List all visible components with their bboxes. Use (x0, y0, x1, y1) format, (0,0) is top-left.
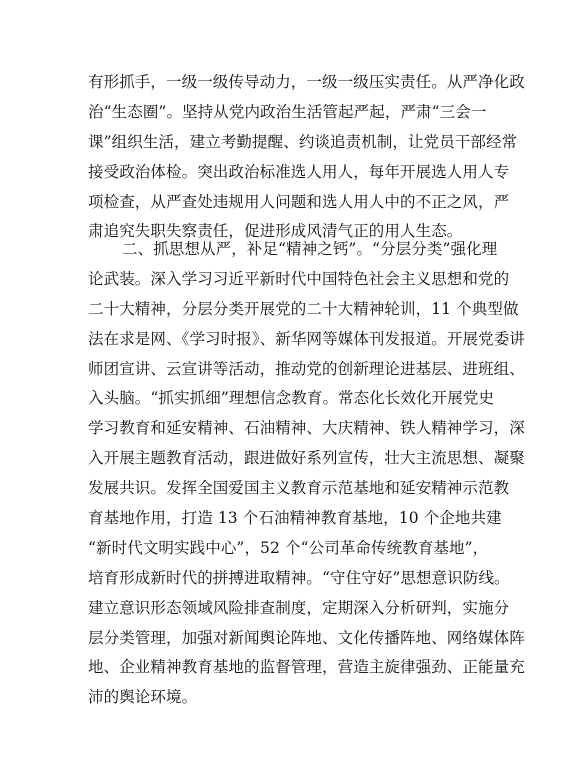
paragraph-1-line: 肃追究失职失察责任，促进形成风清气正的用人生态。 (88, 222, 463, 241)
paragraph-1-line: 项检查，从严查处违规用人问题和选人用人中的不正之风，严 (88, 192, 510, 211)
paragraph-2-line: 培育形成新时代的拼搏进取精神。“守住守好”思想意识防线。 (88, 568, 510, 587)
paragraph-2-line: 师团宣讲、云宣讲等活动，推动党的创新理论进基层、进班组、 (88, 359, 525, 378)
paragraph-1-line: 治“生态圈”。坚持从党内政治生活管起严起，严肃“三会一 (88, 102, 487, 121)
paragraph-1-line: 接受政治体检。突出政治标准选人用人，每年开展选人用人专 (88, 162, 510, 181)
paragraph-2-line: 入头脑。“抓实抓细”理想信念教育。常态化长效化开展党史 (88, 389, 495, 408)
paragraph-2-line: 层分类管理，加强对新闻舆论阵地、文化传播阵地、网络媒体阵 (88, 628, 525, 647)
paragraph-1-line: 有形抓手，一级一级传导动力，一级一级压实责任。从严净化政 (88, 73, 525, 91)
paragraph-2 (88, 235, 525, 713)
paragraph-1-line: 课”组织生活，建立考勤提醒、约谈追责机制，让党员干部经常 (88, 132, 518, 151)
paragraph-2-line: 二、抓思想从严，补足“精神之钙”。“分层分类”强化理 (122, 240, 498, 258)
paragraph-2-line: 沛的舆论环境。 (88, 688, 198, 707)
paragraph-2-line: 学习教育和延安精神、石油精神、大庆精神、铁人精神学习，深 (88, 419, 525, 438)
paragraph-2-line: 地、企业精神教育基地的监督管理，营造主旋律强劲、正能量充 (88, 658, 525, 677)
paragraph-2-line: 发展共识。发挥全国爱国主义教育示范基地和延安精神示范教 (88, 479, 510, 498)
paragraph-2-line: “新时代文明实践中心”，52 个“公司革命传统教育基地”， (88, 538, 489, 557)
paragraph-1 (88, 68, 525, 247)
paragraph-2-line: 入开展主题教育活动，跟进做好系列宣传，壮大主流思想、凝聚 (88, 449, 525, 468)
paragraph-2-line: 育基地作用，打造 13 个石油精神教育基地，10 个企地共建 (88, 509, 502, 528)
paragraph-2-line: 法在求是网、《学习时报》、新华网等媒体刊发报道。开展党委讲 (88, 329, 525, 348)
paragraph-2-line: 论武装。深入学习习近平新时代中国特色社会主义思想和党的 (88, 269, 510, 288)
paragraph-2-line: 二十大精神，分层分类开展党的二十大精神轮训，11 个典型做 (88, 299, 519, 318)
paragraph-2-line: 建立意识形态领域风险排查制度，定期深入分析研判，实施分 (88, 598, 510, 617)
